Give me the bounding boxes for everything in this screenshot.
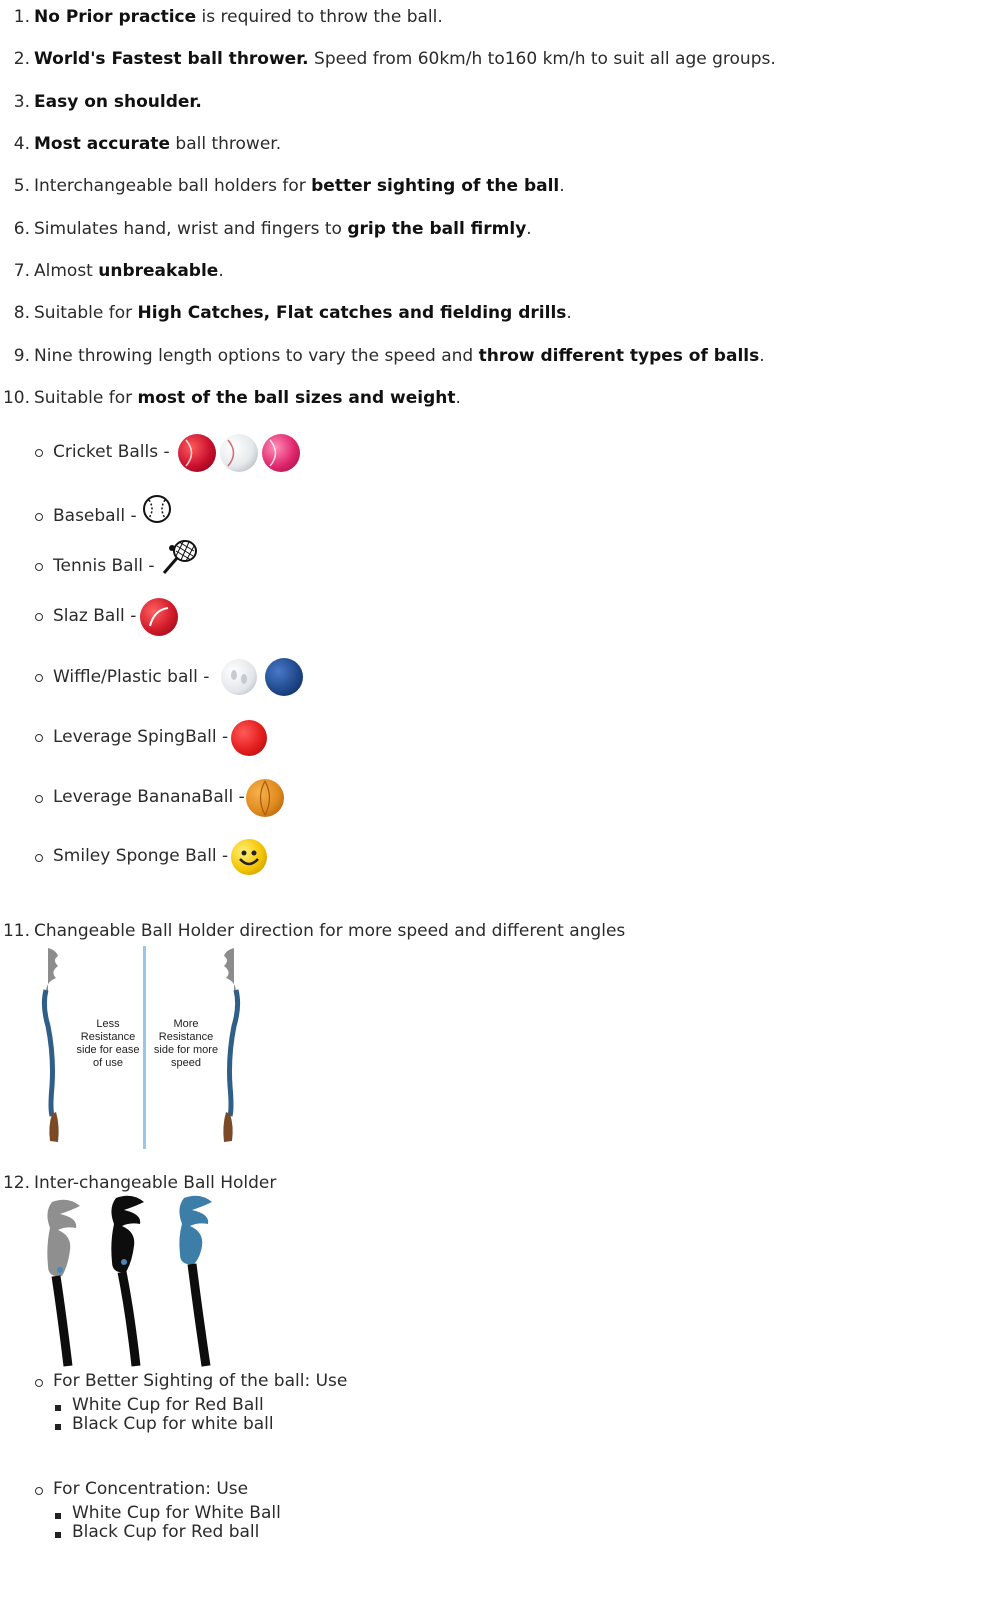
- feature-2: World's Fastest ball thrower. Speed from 60km/h to160 km/h to suit all age groups.: [34, 49, 776, 69]
- divider-line: [143, 946, 146, 1149]
- sighting-item: Black Cup for white ball: [72, 1414, 274, 1434]
- feature-5: Interchangeable ball holders for better sighting of the ball.: [34, 176, 565, 196]
- slaz-seam-icon: [140, 598, 178, 636]
- list-number: 9.: [13, 346, 30, 366]
- grey-holder-icon: [38, 1196, 84, 1371]
- less-resistance-caption: Less Resistance side for ease of use: [76, 1018, 140, 1069]
- list-square-bullet: [55, 1513, 61, 1519]
- sighting-item: White Cup for Red Ball: [72, 1395, 264, 1415]
- ball-type-label: Slaz Ball -: [53, 606, 137, 626]
- list-number: 3.: [13, 92, 30, 112]
- more-resistance-caption: More Resistance side for more speed: [153, 1018, 219, 1069]
- feature-1: No Prior practice is required to throw the ball.: [34, 7, 443, 27]
- list-number: 8.: [13, 303, 30, 323]
- concentration-heading: For Concentration: Use: [53, 1479, 249, 1499]
- list-bullet: [35, 674, 43, 682]
- concentration-item: Black Cup for Red ball: [72, 1522, 260, 1542]
- list-number: 10.: [2, 388, 30, 408]
- list-bullet: [35, 734, 43, 742]
- list-square-bullet: [55, 1424, 61, 1430]
- cricket-seam-icon: [178, 434, 300, 472]
- red-spring-ball-icon: [231, 720, 267, 756]
- list-number: 12.: [2, 1173, 30, 1193]
- feature-11: Changeable Ball Holder direction for more speed and different angles: [34, 921, 626, 941]
- black-holder-icon: [104, 1192, 150, 1371]
- feature-12: Inter-changeable Ball Holder: [34, 1173, 277, 1193]
- banana-ball-seam-icon: [246, 779, 284, 817]
- holder-left-image: [34, 946, 70, 1151]
- list-bullet: [35, 449, 43, 457]
- feature-3: Easy on shoulder.: [34, 92, 202, 112]
- ball-type-label: Baseball -: [53, 506, 137, 526]
- ball-type-label: Leverage BananaBall -: [53, 787, 245, 807]
- list-number: 1.: [13, 7, 30, 27]
- wiffle-holes-icon: [221, 659, 257, 695]
- list-number: 2.: [13, 49, 30, 69]
- tennis-racket-icon: [162, 538, 200, 576]
- list-bullet: [35, 1379, 43, 1387]
- list-bullet: [35, 795, 43, 803]
- list-bullet: [35, 1487, 43, 1495]
- smiley-face-icon: [231, 839, 267, 875]
- list-number: 7.: [13, 261, 30, 281]
- list-number: 5.: [13, 176, 30, 196]
- feature-9: Nine throwing length options to vary the speed and throw different types of balls.: [34, 346, 765, 366]
- blue-holder-icon: [172, 1192, 218, 1371]
- concentration-item: White Cup for White Ball: [72, 1503, 281, 1523]
- list-number: 6.: [13, 219, 30, 239]
- baseball-outline-icon: [142, 494, 172, 524]
- feature-7: Almost unbreakable.: [34, 261, 224, 281]
- list-bullet: [35, 854, 43, 862]
- holder-right-image: [212, 946, 248, 1151]
- feature-8: Suitable for High Catches, Flat catches and fielding drills.: [34, 303, 572, 323]
- sighting-heading: For Better Sighting of the ball: Use: [53, 1371, 348, 1391]
- feature-10: Suitable for most of the ball sizes and weight.: [34, 388, 461, 408]
- list-square-bullet: [55, 1405, 61, 1411]
- blue-plastic-ball-icon: [265, 658, 303, 696]
- feature-6: Simulates hand, wrist and fingers to grip the ball firmly.: [34, 219, 532, 239]
- ball-type-label: Smiley Sponge Ball -: [53, 846, 229, 866]
- ball-type-label: Tennis Ball -: [53, 556, 155, 576]
- ball-type-label: Leverage SpingBall -: [53, 727, 229, 747]
- list-square-bullet: [55, 1532, 61, 1538]
- list-bullet: [35, 563, 43, 571]
- feature-4: Most accurate ball thrower.: [34, 134, 282, 154]
- ball-type-label: Wiffle/Plastic ball -: [53, 667, 210, 687]
- list-number: 11.: [2, 921, 30, 941]
- list-number: 4.: [13, 134, 30, 154]
- list-bullet: [35, 613, 43, 621]
- ball-type-label: Cricket Balls -: [53, 442, 170, 462]
- list-bullet: [35, 513, 43, 521]
